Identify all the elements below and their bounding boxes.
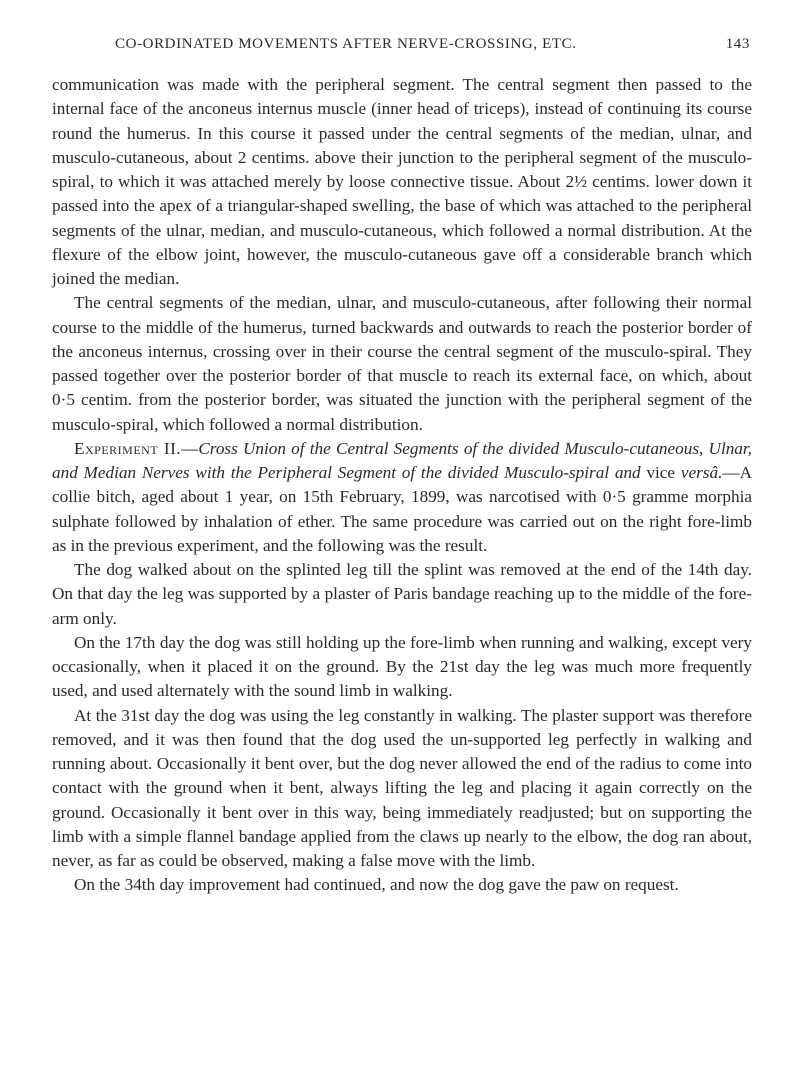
experiment-dash: — (181, 438, 199, 458)
experiment-label: Experiment II. (74, 438, 182, 458)
paragraph-2: The central segments of the median, ulnar, and musculo-cutaneous, after following their normal course to the middle of the humerus, turned backwards and outwards to reach the posterior border of the anconeus internus, crossing over in their course the central segment of the musculo-spiral. They passed together over the posterior border of that muscle to reach its external face, on which, about 0·5 centim. from the posterior border, was situated the junction with the peripheral segment of the musculo-spiral, which followed a normal distribution. (52, 293, 752, 434)
experiment-title-end: versâ. (675, 463, 723, 482)
paragraph-7: On the 34th day improvement had continued, and now the dog gave the paw on request. (74, 875, 679, 895)
experiment-title: Cross Union of the Central Segments of the divided Musculo-cutaneous, Ulnar, and Median Nerves with the Peripheral Segment of the divided Musculo-spiral and (52, 438, 752, 482)
body-text (52, 73, 752, 898)
paragraph-6: At the 31st day the dog was using the leg constantly in walking. The plaster support was therefore removed, and it was then found that the dog used the un-supported leg perfectly in walking and running about. Occasionally it bent over, but the dog never allowed the end of the radius to come into contact with the ground when it bent, always lifting the leg and placing it again correctly on the ground. Occasionally it bent over in this way, being immediately readjusted; but on supporting the limb with a simple flannel bandage applied from the claws up nearly to the elbow, the dog ran about, never, as far as could be observed, making a false move with the limb. (52, 705, 752, 870)
paragraph-3-experiment-heading (52, 437, 752, 558)
running-title: CO-ORDINATED MOVEMENTS AFTER NERVE-CROSSING, ETC. (115, 36, 577, 52)
experiment-description: —A collie bitch, aged about 1 year, on 15th February, 1899, was narcotised with 0·5 gramme morphia sulphate followed by inhalation of ether. The same procedure was carried out on the right fore-limb as in the previous experiment, and the following was the result. (52, 463, 752, 555)
experiment-title-vice: vice (646, 463, 676, 482)
paragraph-5: On the 17th day the dog was still holding up the fore-limb when running and walking, except very occasionally, when it placed it on the ground. By the 21st day the leg was much more frequently used, and used alternately with the sound limb in walking. (52, 632, 752, 701)
page-number: 143 (725, 36, 750, 52)
paragraph-4: The dog walked about on the splinted leg till the splint was removed at the end of the 14th day. On that day the leg was supported by a plaster of Paris bandage reaching up to the middle of the fore-arm only. (52, 560, 752, 628)
running-header (115, 36, 750, 60)
paragraph-1: communication was made with the peripheral segment. The central segment then passed to the internal face of the anconeus internus muscle (inner head of triceps), instead of continuing its course round the humerus. In this course it passed under the central segments of the median, ulnar, and musculo-cutaneous, about 2 centims. above their junction to the peripheral segment of the musculo-spiral, to which it was attached merely by loose connective tissue. About 2½ centims. lower down it passed into the apex of a triangular-shaped swelling, the base of which was attached to the peripheral segments of the ulnar, median, and musculo-cutaneous, which followed a normal distribution. At the flexure of the elbow joint, however, the musculo-cutaneous gave off a considerable branch which joined the median. (52, 75, 752, 288)
